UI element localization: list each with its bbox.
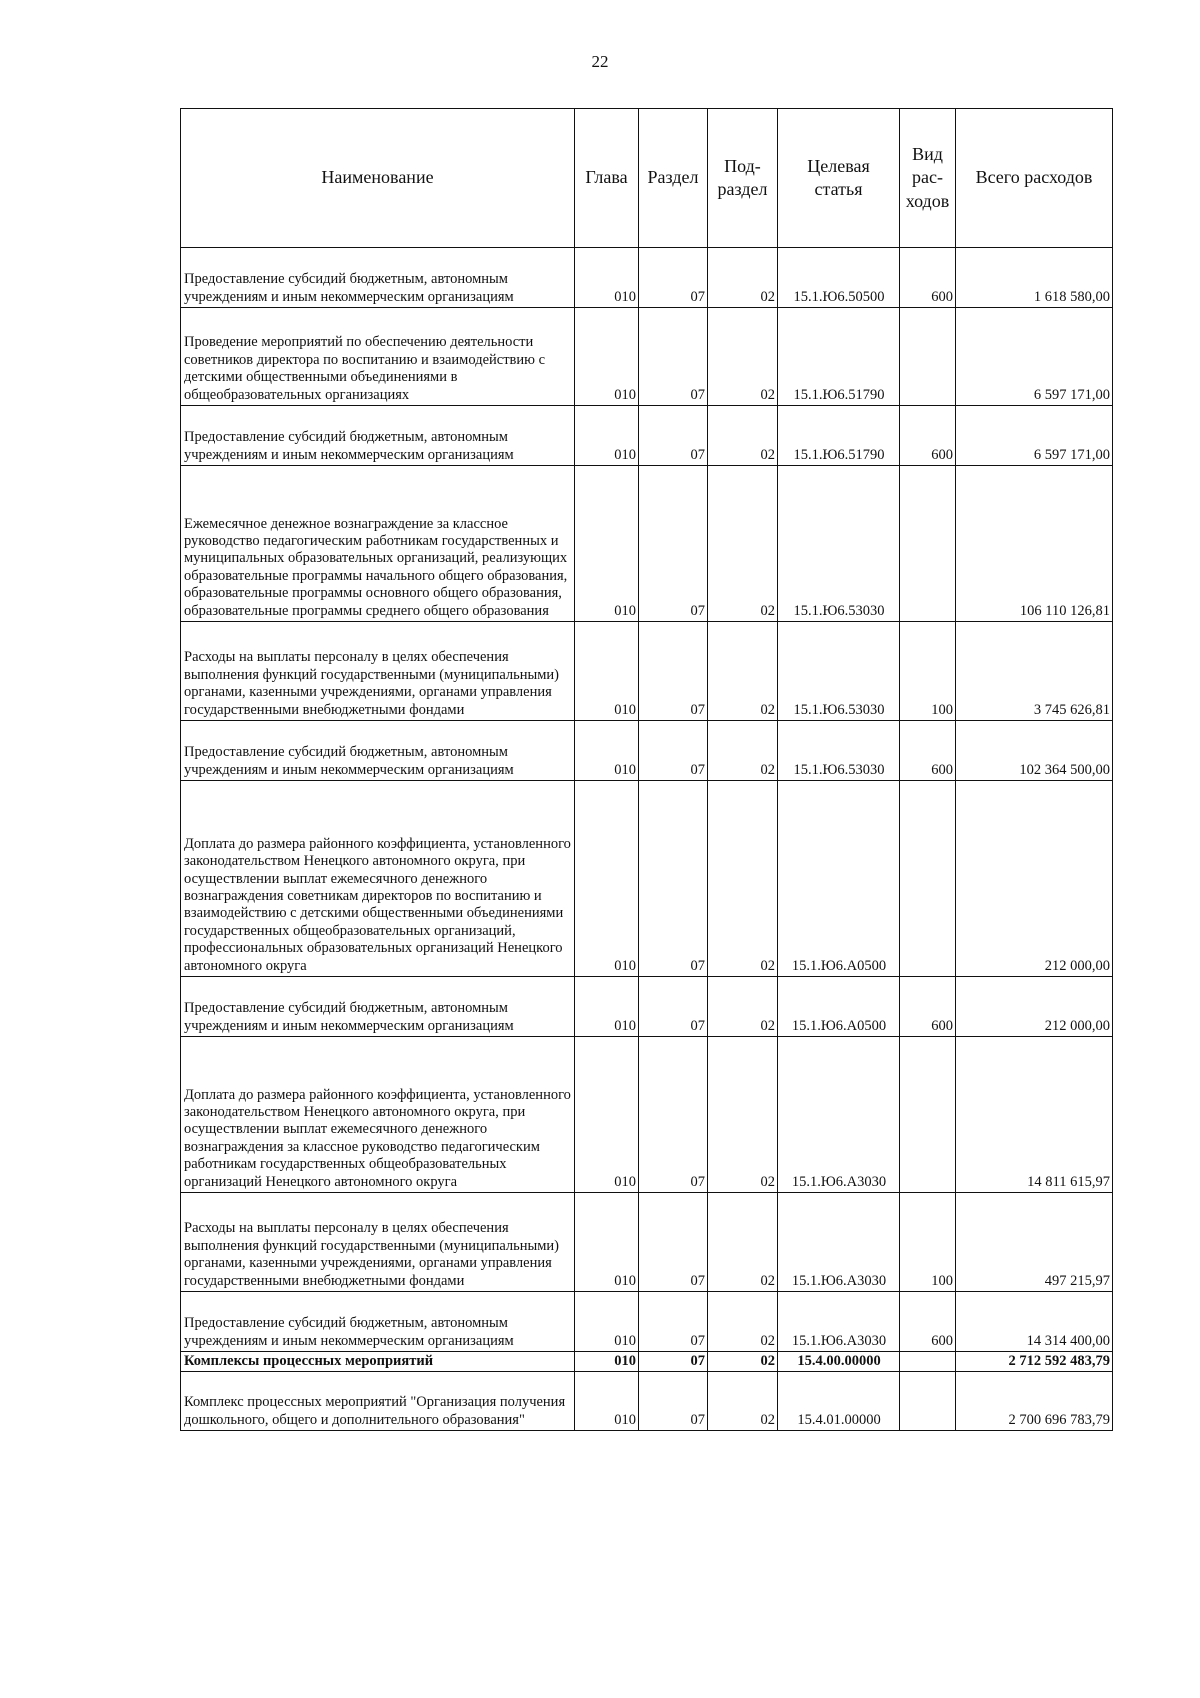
row-total: 497 215,97 [956, 1193, 1113, 1292]
row-total: 2 700 696 783,79 [956, 1372, 1113, 1431]
row-podrazdel: 02 [708, 1037, 778, 1193]
table-row [181, 1193, 1113, 1292]
row-statya: 15.1.Ю6.А3030 [778, 1037, 900, 1193]
row-statya: 15.1.Ю6.53030 [778, 721, 900, 781]
row-total: 14 811 615,97 [956, 1037, 1113, 1193]
row-podrazdel: 02 [708, 1372, 778, 1431]
row-razdel: 07 [639, 406, 708, 466]
row-vid [900, 466, 956, 622]
row-total: 2 712 592 483,79 [956, 1352, 1113, 1372]
row-razdel: 07 [639, 781, 708, 977]
row-total: 212 000,00 [956, 977, 1113, 1037]
row-razdel: 07 [639, 622, 708, 721]
header-name: Наименование [181, 109, 575, 248]
header-total: Всего расходов [956, 109, 1113, 248]
row-glava: 010 [575, 308, 639, 406]
row-statya: 15.4.01.00000 [778, 1372, 900, 1431]
table-row [181, 1352, 1113, 1372]
row-total: 106 110 126,81 [956, 466, 1113, 622]
row-name: Предоставление субсидий бюджетным, автономным учреждениям и иным некоммерческим организациям [181, 721, 575, 781]
row-total: 6 597 171,00 [956, 406, 1113, 466]
row-razdel: 07 [639, 977, 708, 1037]
row-podrazdel: 02 [708, 406, 778, 466]
table-row [181, 721, 1113, 781]
row-podrazdel: 02 [708, 781, 778, 977]
row-razdel: 07 [639, 248, 708, 308]
row-glava: 010 [575, 622, 639, 721]
table-row [181, 1292, 1113, 1352]
row-glava: 010 [575, 406, 639, 466]
row-name: Предоставление субсидий бюджетным, автономным учреждениям и иным некоммерческим организациям [181, 406, 575, 466]
page-number: 22 [591, 52, 609, 71]
row-podrazdel: 02 [708, 1292, 778, 1352]
row-razdel: 07 [639, 1292, 708, 1352]
row-vid: 600 [900, 248, 956, 308]
row-podrazdel: 02 [708, 977, 778, 1037]
row-razdel: 07 [639, 1037, 708, 1193]
row-glava: 010 [575, 1292, 639, 1352]
row-statya: 15.1.Ю6.51790 [778, 406, 900, 466]
row-total: 102 364 500,00 [956, 721, 1113, 781]
row-podrazdel: 02 [708, 1352, 778, 1372]
row-vid: 100 [900, 622, 956, 721]
row-statya: 15.1.Ю6.53030 [778, 466, 900, 622]
row-name: Проведение мероприятий по обеспечению деятельности советников директора по воспитанию и взаимодействию с детскими общественными объединениями в общеобразовательных организациях [181, 308, 575, 406]
row-podrazdel: 02 [708, 721, 778, 781]
row-razdel: 07 [639, 466, 708, 622]
row-glava: 010 [575, 1372, 639, 1431]
table-row [181, 406, 1113, 466]
row-vid [900, 781, 956, 977]
header-glava: Глава [575, 109, 639, 248]
row-razdel: 07 [639, 308, 708, 406]
row-vid: 600 [900, 406, 956, 466]
row-statya: 15.1.Ю6.А3030 [778, 1292, 900, 1352]
row-total: 212 000,00 [956, 781, 1113, 977]
row-total: 14 314 400,00 [956, 1292, 1113, 1352]
row-glava: 010 [575, 466, 639, 622]
row-name: Доплата до размера районного коэффициента, установленного законодательством Ненецкого автономного округа, при осуществлении выплат ежемесячного денежного вознаграждения советникам директоров по воспитанию и взаимодействию с детскими общественными объединениями государственных общеобразовательных организаций, профессиональных образовательных организаций Ненецкого автономного округа [181, 781, 575, 977]
row-glava: 010 [575, 1193, 639, 1292]
row-vid [900, 1372, 956, 1431]
table-row [181, 622, 1113, 721]
row-vid: 600 [900, 721, 956, 781]
row-statya: 15.1.Ю6.А0500 [778, 781, 900, 977]
header-podrazdel: Под- раздел [708, 109, 778, 248]
row-name: Предоставление субсидий бюджетным, автономным учреждениям и иным некоммерческим организациям [181, 1292, 575, 1352]
row-statya: 15.1.Ю6.53030 [778, 622, 900, 721]
row-podrazdel: 02 [708, 248, 778, 308]
table-row [181, 781, 1113, 977]
row-podrazdel: 02 [708, 466, 778, 622]
table-row [181, 1372, 1113, 1431]
header-vid: Вид рас- ходов [900, 109, 956, 248]
row-statya: 15.1.Ю6.А0500 [778, 977, 900, 1037]
row-name: Комплекс процессных мероприятий "Организация получения дошкольного, общего и дополнительного образования" [181, 1372, 575, 1431]
budget-table [180, 108, 1113, 1431]
table-row [181, 466, 1113, 622]
row-name: Комплексы процессных мероприятий [181, 1352, 575, 1372]
header-statya: Целевая статья [778, 109, 900, 248]
row-glava: 010 [575, 977, 639, 1037]
row-vid: 600 [900, 1292, 956, 1352]
row-vid [900, 1037, 956, 1193]
header-razdel: Раздел [639, 109, 708, 248]
row-glava: 010 [575, 248, 639, 308]
row-name: Доплата до размера районного коэффициента, установленного законодательством Ненецкого автономного округа, при осуществлении выплат ежемесячного денежного вознаграждения за классное руководство педагогическим работникам государственных общеобразовательных организаций Ненецкого автономного округа [181, 1037, 575, 1193]
row-statya: 15.4.00.00000 [778, 1352, 900, 1372]
row-razdel: 07 [639, 1352, 708, 1372]
table-row [181, 977, 1113, 1037]
table-row [181, 308, 1113, 406]
row-statya: 15.1.Ю6.А3030 [778, 1193, 900, 1292]
row-podrazdel: 02 [708, 308, 778, 406]
row-vid [900, 308, 956, 406]
row-glava: 010 [575, 1037, 639, 1193]
row-podrazdel: 02 [708, 1193, 778, 1292]
row-glava: 010 [575, 721, 639, 781]
row-name: Расходы на выплаты персоналу в целях обеспечения выполнения функций государственными (муниципальными) органами, казенными учреждениями, органами управления государственными внебюджетными фондами [181, 1193, 575, 1292]
row-name: Предоставление субсидий бюджетным, автономным учреждениям и иным некоммерческим организациям [181, 248, 575, 308]
table-row [181, 1037, 1113, 1193]
row-vid: 100 [900, 1193, 956, 1292]
table-header-row [181, 109, 1113, 248]
row-name: Ежемесячное денежное вознаграждение за классное руководство педагогическим работникам государственных и муниципальных образовательных организаций, реализующих образовательные программы начального общего образования, образовательные программы основного общего образования, образовательные программы среднего общего образования [181, 466, 575, 622]
row-glava: 010 [575, 781, 639, 977]
table-row [181, 248, 1113, 308]
row-razdel: 07 [639, 1372, 708, 1431]
row-vid [900, 1352, 956, 1372]
row-podrazdel: 02 [708, 622, 778, 721]
row-name: Расходы на выплаты персоналу в целях обеспечения выполнения функций государственными (муниципальными) органами, казенными учреждениями, органами управления государственными внебюджетными фондами [181, 622, 575, 721]
row-statya: 15.1.Ю6.51790 [778, 308, 900, 406]
row-razdel: 07 [639, 1193, 708, 1292]
row-total: 1 618 580,00 [956, 248, 1113, 308]
row-vid: 600 [900, 977, 956, 1037]
row-glava: 010 [575, 1352, 639, 1372]
row-total: 3 745 626,81 [956, 622, 1113, 721]
row-statya: 15.1.Ю6.50500 [778, 248, 900, 308]
row-name: Предоставление субсидий бюджетным, автономным учреждениям и иным некоммерческим организациям [181, 977, 575, 1037]
row-razdel: 07 [639, 721, 708, 781]
row-total: 6 597 171,00 [956, 308, 1113, 406]
